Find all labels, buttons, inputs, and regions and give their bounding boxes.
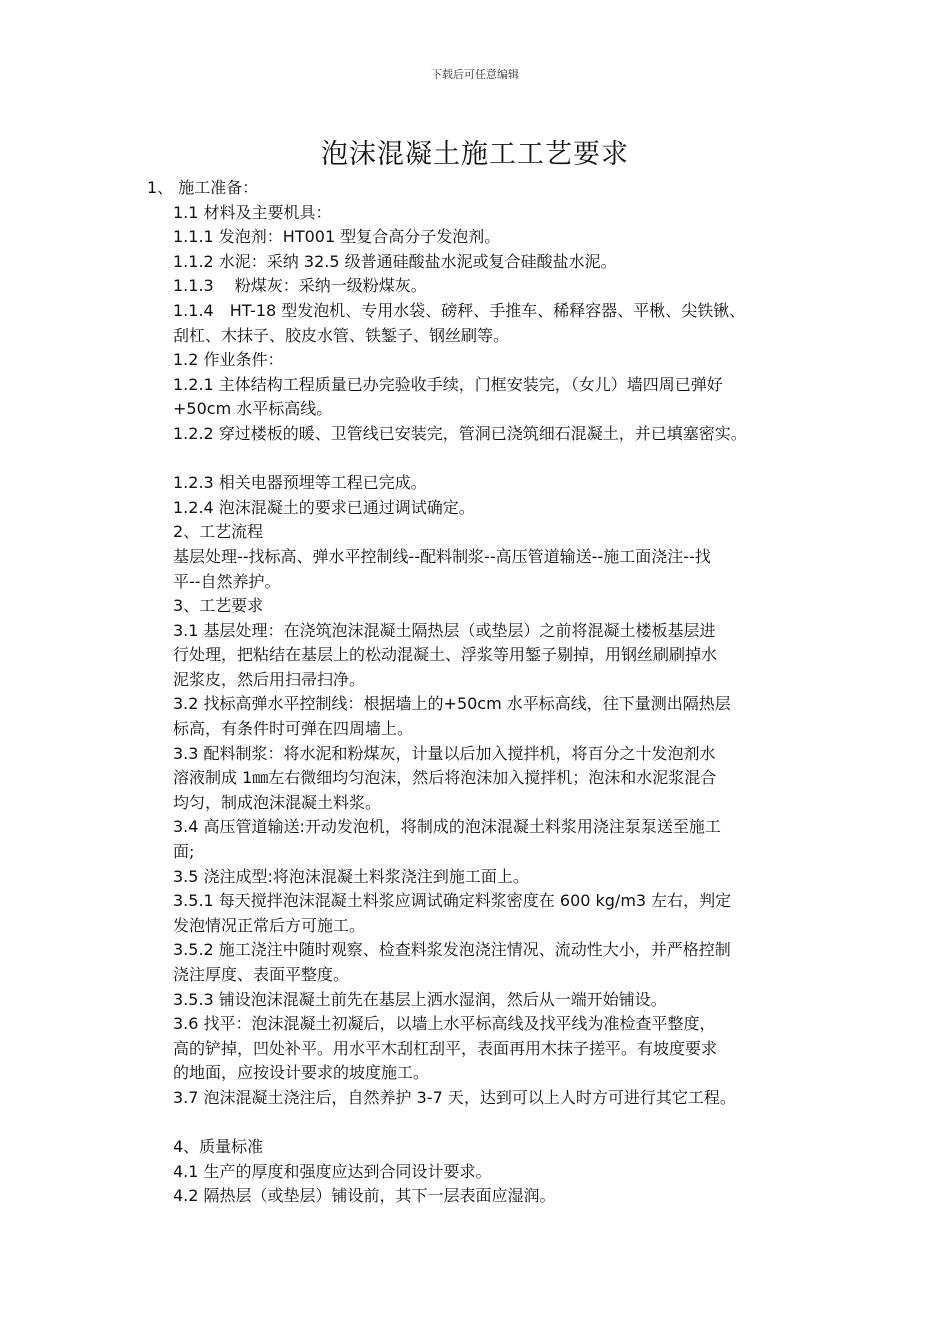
text-line: 均匀，制成泡沫混凝土料浆。 <box>173 792 382 812</box>
text-line: 浇注厚度、表面平整度。 <box>173 965 350 984</box>
text-line: 2、工艺流程 <box>173 522 264 542</box>
text-line: 4.1 生产的厚度和强度应达到合同设计要求。 <box>173 1161 492 1181</box>
text-line: 3.1 基层处理：在浇筑泡沫混凝土隔热层（或垫层）之前将混凝土楼板基层进 <box>173 620 716 640</box>
text-line: 3.2 找标高弹水平控制线：根据墙上的+50cm 水平标高线，往下量测出隔热层 <box>173 694 731 714</box>
text-line: 溶液制成 1㎜左右微细均匀泡沫，然后将泡沫加入搅拌机；泡沫和水泥浆混合 <box>173 768 717 788</box>
blank-line <box>0 447 950 472</box>
text-line: 1、 施工准备： <box>147 178 259 197</box>
text-line: 的地面，应按设计要求的坡度施工。 <box>173 1063 430 1083</box>
text-line: 1.1.2 水泥：采纳 32.5 级普通硅酸盐水泥或复合硅酸盐水泥。 <box>173 251 617 271</box>
text-line: 3.7 泡沫混凝土浇注后，自然养护 3-7 天，达到可以上人时方可进行其它工程。 <box>173 1087 736 1107</box>
text-line: 发泡情况正常后方可施工。 <box>173 915 366 935</box>
text-line: 3.4 高压管道输送:开动发泡机，将制成的泡沫混凝土料浆用浇注泵泵送至施工 <box>173 817 721 837</box>
text-line: 3.5.3 铺设泡沫混凝土前先在基层上洒水湿润，然后从一端开始铺设。 <box>173 989 667 1009</box>
text-line: 行处理，把粘结在基层上的松动混凝土、浮浆等用錾子剔掉，用钢丝刷刷掉水 <box>173 645 718 665</box>
text-line: 1.2 作业条件： <box>173 350 284 370</box>
text-line: 泥浆皮，然后用扫帚扫净。 <box>173 669 366 689</box>
text-line: 3.5.2 施工浇注中随时观察、检查料浆发泡浇注情况、流动性大小，并严格控制 <box>173 940 731 960</box>
text-line: +50cm 水平标高线。 <box>173 399 333 419</box>
text-line: 1.2.1 主体结构工程质量已办完验收手续，门框安装完，（女儿）墙四周已弹好 <box>173 374 723 394</box>
document-title: 泡沫混凝土施工工艺要求 <box>321 139 629 170</box>
blank-line <box>0 1111 950 1136</box>
text-line: 标高，有条件时可弹在四周墙上。 <box>173 719 414 739</box>
header-note: 下载后可任意编辑 <box>431 68 519 81</box>
text-line: 平--自然养护。 <box>173 571 281 591</box>
text-line: 1.1 材料及主要机具： <box>173 202 332 222</box>
text-line: 刮杠、木抹子、胶皮水管、铁錾子、钢丝刷等。 <box>173 325 510 345</box>
text-line: 1.2.2 穿过楼板的暖、卫管线已安装完，管洞已浇筑细石混凝土，并已填塞密实。 <box>173 423 747 443</box>
text-line: 高的铲掉，凹处补平。用水平木刮杠刮平，表面再用木抹子搓平。有坡度要求 <box>173 1038 718 1058</box>
text-line: 3.3 配料制浆：将水泥和粉煤灰，计量以后加入搅拌机，将百分之十发泡剂水 <box>173 743 716 763</box>
text-line: 3.5.1 每天搅拌泡沫混凝土料浆应调试确定料浆密度在 600 kg/m3 左右，判定 <box>173 891 732 911</box>
document-body <box>0 176 950 1209</box>
text-line: 4、质量标准 <box>173 1137 264 1157</box>
text-line: 面; <box>173 842 195 862</box>
text-line: 1.2.4 泡沫混凝土的要求已通过调试确定。 <box>173 497 475 517</box>
text-line: 3、工艺要求 <box>173 596 264 616</box>
text-line: 3.6 找平：泡沫混凝土初凝后，以墙上水平标高线及找平线为准检查平整度， <box>173 1014 716 1034</box>
text-line: 1.1.4 HT-18 型发泡机、专用水袋、磅秤、手推车、稀释容器、平楸、尖铁锹、 <box>173 300 746 320</box>
text-line: 4.2 隔热层（或垫层）铺设前，其下一层表面应湿润。 <box>173 1186 556 1206</box>
text-line: 3.5 浇注成型:将泡沫混凝土料浆浇注到施工面上。 <box>173 866 529 886</box>
text-line: 1.1.1 发泡剂：HT001 型复合高分子发泡剂。 <box>173 227 501 247</box>
text-line: 1.1.3 粉煤灰：采纳一级粉煤灰。 <box>173 276 427 296</box>
text-line: 基层处理--找标高、弹水平控制线--配料制浆--高压管道输送--施工面浇注--找 <box>173 546 711 566</box>
text-line: 1.2.3 相关电器预埋等工程已完成。 <box>173 473 427 493</box>
